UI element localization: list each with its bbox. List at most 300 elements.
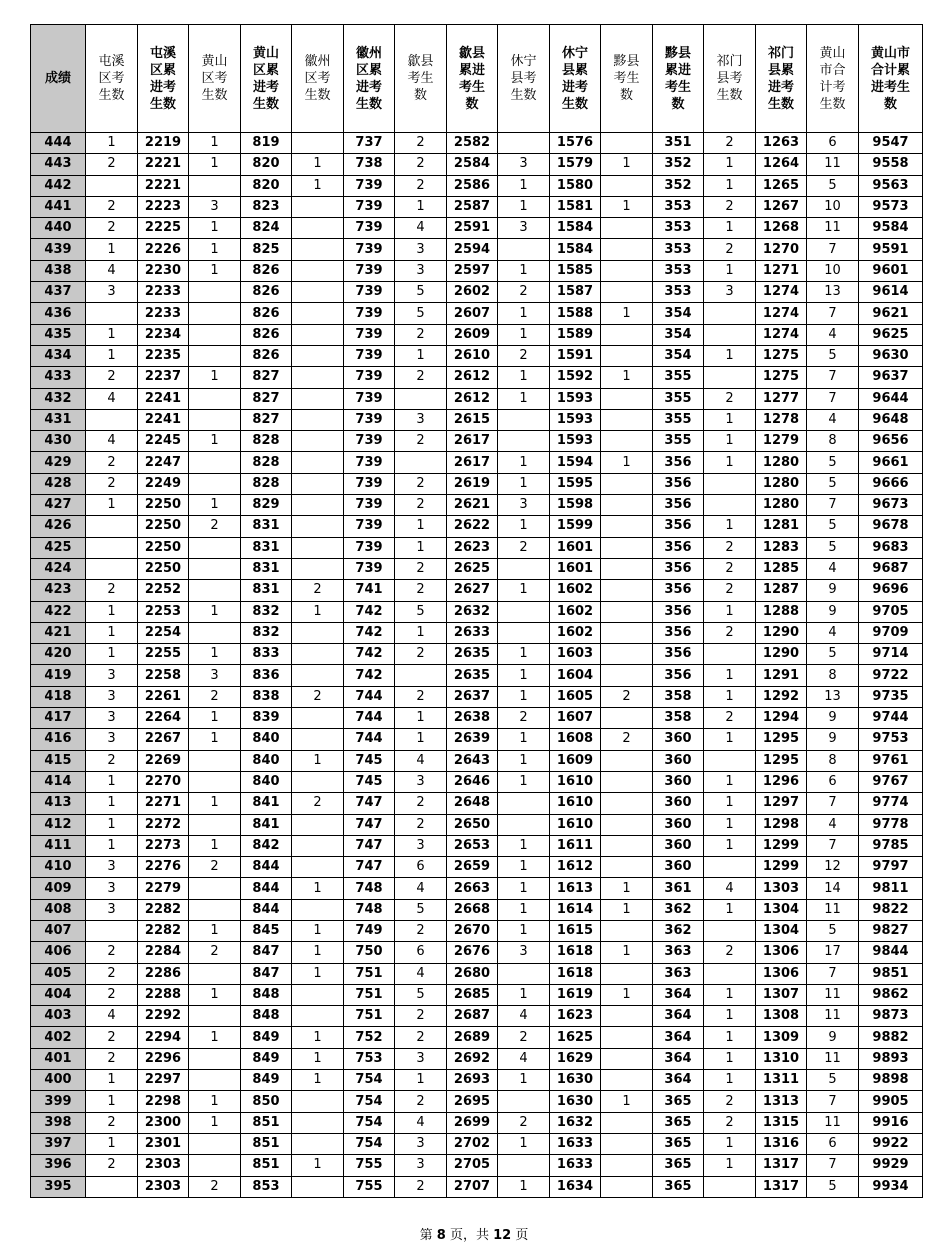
table-cell: 1: [86, 835, 138, 856]
score-cell: 407: [31, 920, 86, 941]
table-cell: 3: [498, 218, 550, 239]
table-cell: 1: [704, 154, 756, 175]
table-cell: [601, 622, 653, 643]
table-cell: 4: [395, 750, 447, 771]
table-cell: 9778: [859, 814, 923, 835]
table-cell: 738: [344, 154, 395, 175]
score-cell: 439: [31, 239, 86, 260]
table-cell: [601, 558, 653, 579]
table-cell: 1: [395, 729, 447, 750]
table-cell: [601, 963, 653, 984]
table-cell: 9722: [859, 665, 923, 686]
table-cell: 2: [704, 1091, 756, 1112]
table-cell: 826: [241, 345, 292, 366]
table-cell: 2247: [138, 452, 189, 473]
table-body: [31, 133, 923, 1198]
table-cell: 1615: [550, 920, 601, 941]
table-cell: 2633: [447, 622, 498, 643]
table-cell: 9673: [859, 495, 923, 516]
table-cell: 1294: [756, 708, 807, 729]
table-cell: 2241: [138, 388, 189, 409]
table-cell: 1: [395, 516, 447, 537]
table-cell: [189, 1155, 241, 1176]
table-cell: 1629: [550, 1048, 601, 1069]
table-cell: 1: [601, 367, 653, 388]
table-cell: 11: [807, 1006, 859, 1027]
table-cell: [498, 409, 550, 430]
table-cell: 1308: [756, 1006, 807, 1027]
table-cell: 2: [704, 558, 756, 579]
table-cell: 747: [344, 793, 395, 814]
table-cell: 355: [653, 409, 704, 430]
table-cell: 2237: [138, 367, 189, 388]
table-cell: 1: [704, 601, 756, 622]
table-cell: 1: [498, 1176, 550, 1197]
table-cell: [86, 558, 138, 579]
table-cell: 353: [653, 218, 704, 239]
table-cell: 1605: [550, 686, 601, 707]
table-cell: 3: [395, 771, 447, 792]
table-cell: 2298: [138, 1091, 189, 1112]
header-score: 成绩: [31, 25, 86, 133]
table-cell: 1: [189, 729, 241, 750]
table-cell: 2609: [447, 324, 498, 345]
table-cell: 9: [807, 601, 859, 622]
table-cell: [601, 282, 653, 303]
score-distribution-table: [30, 24, 923, 1198]
table-cell: 353: [653, 260, 704, 281]
table-cell: 1287: [756, 580, 807, 601]
table-cell: 4: [395, 218, 447, 239]
table-cell: 1: [189, 920, 241, 941]
score-cell: 399: [31, 1091, 86, 1112]
table-cell: [189, 558, 241, 579]
table-cell: [189, 1133, 241, 1154]
table-cell: 744: [344, 708, 395, 729]
table-cell: 1: [704, 452, 756, 473]
table-row: [31, 622, 923, 643]
table-cell: 2705: [447, 1155, 498, 1176]
table-cell: 1630: [550, 1091, 601, 1112]
table-cell: 2632: [447, 601, 498, 622]
table-cell: 2: [498, 537, 550, 558]
table-cell: 1: [292, 878, 344, 899]
table-cell: 2: [86, 750, 138, 771]
table-cell: 2225: [138, 218, 189, 239]
table-cell: 9558: [859, 154, 923, 175]
table-cell: 360: [653, 771, 704, 792]
table-cell: 2271: [138, 793, 189, 814]
table-cell: 848: [241, 984, 292, 1005]
table-cell: 1285: [756, 558, 807, 579]
table-cell: 2297: [138, 1070, 189, 1091]
table-cell: 742: [344, 644, 395, 665]
score-cell: 438: [31, 260, 86, 281]
column-header: 休宁县累进考生数: [550, 25, 601, 133]
table-cell: [395, 452, 447, 473]
table-cell: [704, 1176, 756, 1197]
table-cell: [292, 1176, 344, 1197]
table-cell: 1592: [550, 367, 601, 388]
table-cell: 1279: [756, 431, 807, 452]
table-cell: 2692: [447, 1048, 498, 1069]
table-cell: 2: [189, 686, 241, 707]
table-cell: 741: [344, 580, 395, 601]
table-cell: 5: [807, 1070, 859, 1091]
table-cell: 1316: [756, 1133, 807, 1154]
table-cell: 365: [653, 1176, 704, 1197]
table-cell: 1: [498, 920, 550, 941]
table-cell: 2687: [447, 1006, 498, 1027]
table-cell: 739: [344, 537, 395, 558]
table-cell: [498, 963, 550, 984]
score-cell: 443: [31, 154, 86, 175]
table-cell: 825: [241, 239, 292, 260]
score-cell: 424: [31, 558, 86, 579]
table-row: [31, 133, 923, 154]
table-cell: 1576: [550, 133, 601, 154]
table-row: [31, 686, 923, 707]
table-cell: 3: [86, 729, 138, 750]
table-cell: 13: [807, 686, 859, 707]
table-cell: 2: [292, 686, 344, 707]
table-cell: 1: [189, 793, 241, 814]
table-cell: 739: [344, 516, 395, 537]
table-cell: 4: [807, 409, 859, 430]
table-cell: 9844: [859, 942, 923, 963]
table-cell: 1: [704, 814, 756, 835]
table-cell: [601, 409, 653, 430]
table-cell: 1280: [756, 473, 807, 494]
table-cell: 1584: [550, 239, 601, 260]
table-cell: 360: [653, 729, 704, 750]
table-cell: 2668: [447, 899, 498, 920]
table-cell: 3: [395, 239, 447, 260]
table-cell: 1593: [550, 431, 601, 452]
table-cell: 1: [704, 729, 756, 750]
table-cell: [292, 622, 344, 643]
table-row: [31, 1112, 923, 1133]
table-cell: 4: [498, 1048, 550, 1069]
table-cell: 2241: [138, 409, 189, 430]
table-cell: 11: [807, 1112, 859, 1133]
table-cell: 9822: [859, 899, 923, 920]
table-cell: 1: [189, 708, 241, 729]
table-cell: 2: [395, 814, 447, 835]
footer-prefix: 第: [419, 1228, 433, 1243]
table-cell: 5: [807, 644, 859, 665]
table-cell: [601, 473, 653, 494]
table-row: [31, 984, 923, 1005]
table-cell: 2: [395, 495, 447, 516]
table-cell: 1618: [550, 963, 601, 984]
table-cell: 2607: [447, 303, 498, 324]
table-cell: 2653: [447, 835, 498, 856]
table-cell: [292, 473, 344, 494]
table-cell: 2301: [138, 1133, 189, 1154]
table-cell: 739: [344, 452, 395, 473]
table-cell: [189, 771, 241, 792]
table-cell: 739: [344, 473, 395, 494]
table-cell: [292, 133, 344, 154]
table-cell: 1: [704, 1006, 756, 1027]
table-cell: 2: [395, 1027, 447, 1048]
table-cell: 742: [344, 622, 395, 643]
table-cell: 354: [653, 324, 704, 345]
table-cell: 752: [344, 1027, 395, 1048]
table-cell: 2: [704, 133, 756, 154]
table-cell: 848: [241, 1006, 292, 1027]
table-cell: 820: [241, 175, 292, 196]
table-cell: 1623: [550, 1006, 601, 1027]
table-cell: 841: [241, 814, 292, 835]
table-row: [31, 1048, 923, 1069]
table-cell: 739: [344, 196, 395, 217]
table-cell: 351: [653, 133, 704, 154]
table-cell: 9: [807, 1027, 859, 1048]
score-cell: 398: [31, 1112, 86, 1133]
table-cell: 2: [601, 729, 653, 750]
table-cell: 1288: [756, 601, 807, 622]
table-cell: 9774: [859, 793, 923, 814]
column-header: 休宁县考生数: [498, 25, 550, 133]
score-cell: 431: [31, 409, 86, 430]
table-cell: 2: [189, 857, 241, 878]
table-cell: [704, 473, 756, 494]
table-cell: 2282: [138, 899, 189, 920]
table-cell: 2276: [138, 857, 189, 878]
table-cell: 1303: [756, 878, 807, 899]
table-row: [31, 750, 923, 771]
table-cell: 826: [241, 324, 292, 345]
table-cell: 747: [344, 814, 395, 835]
table-cell: 1: [86, 601, 138, 622]
table-cell: [601, 601, 653, 622]
table-cell: 1: [189, 495, 241, 516]
table-cell: 826: [241, 260, 292, 281]
table-cell: [292, 324, 344, 345]
table-cell: 12: [807, 857, 859, 878]
table-cell: 2: [395, 367, 447, 388]
table-cell: 2587: [447, 196, 498, 217]
table-cell: [704, 750, 756, 771]
table-cell: 9678: [859, 516, 923, 537]
table-cell: [292, 1006, 344, 1027]
table-cell: 2: [395, 175, 447, 196]
table-cell: 1598: [550, 495, 601, 516]
table-cell: 827: [241, 367, 292, 388]
table-cell: 2: [86, 154, 138, 175]
table-cell: 1315: [756, 1112, 807, 1133]
table-cell: 739: [344, 431, 395, 452]
table-cell: 2250: [138, 495, 189, 516]
table-cell: 358: [653, 686, 704, 707]
table-cell: 1: [704, 260, 756, 281]
table-cell: 2: [704, 1112, 756, 1133]
table-cell: 2615: [447, 409, 498, 430]
table-cell: 4: [395, 1112, 447, 1133]
table-cell: 1: [704, 1048, 756, 1069]
table-cell: 2: [704, 580, 756, 601]
table-cell: [601, 580, 653, 601]
table-cell: 2: [395, 686, 447, 707]
table-cell: 9573: [859, 196, 923, 217]
table-cell: 3: [704, 282, 756, 303]
table-cell: 2273: [138, 835, 189, 856]
table-cell: 1: [601, 154, 653, 175]
score-cell: 415: [31, 750, 86, 771]
table-cell: 850: [241, 1091, 292, 1112]
table-cell: 844: [241, 857, 292, 878]
table-cell: 2702: [447, 1133, 498, 1154]
table-cell: [189, 1070, 241, 1091]
column-header: 黄山市合计考生数: [807, 25, 859, 133]
table-cell: 356: [653, 452, 704, 473]
table-cell: 2249: [138, 473, 189, 494]
table-cell: 2582: [447, 133, 498, 154]
column-header: 屯溪区累进考生数: [138, 25, 189, 133]
table-cell: 748: [344, 899, 395, 920]
table-cell: 1: [498, 516, 550, 537]
table-cell: 1: [704, 1133, 756, 1154]
table-cell: 356: [653, 601, 704, 622]
table-cell: [86, 1176, 138, 1197]
table-cell: [601, 1027, 653, 1048]
table-cell: 9630: [859, 345, 923, 366]
table-cell: [86, 409, 138, 430]
table-cell: [601, 793, 653, 814]
table-cell: [292, 644, 344, 665]
table-cell: 4: [807, 558, 859, 579]
score-cell: 427: [31, 495, 86, 516]
table-cell: 1: [498, 175, 550, 196]
table-cell: 2: [704, 942, 756, 963]
table-cell: 2: [498, 1112, 550, 1133]
table-cell: 1280: [756, 452, 807, 473]
table-cell: [86, 303, 138, 324]
table-cell: 9696: [859, 580, 923, 601]
table-row: [31, 409, 923, 430]
table-cell: 2676: [447, 942, 498, 963]
table-cell: 1: [601, 303, 653, 324]
table-cell: 356: [653, 665, 704, 686]
table-cell: 1: [704, 175, 756, 196]
table-cell: 356: [653, 537, 704, 558]
table-cell: 5: [807, 452, 859, 473]
score-cell: 416: [31, 729, 86, 750]
table-cell: 2: [86, 984, 138, 1005]
table-cell: 1: [86, 814, 138, 835]
table-cell: 364: [653, 984, 704, 1005]
table-cell: [601, 644, 653, 665]
table-cell: 363: [653, 963, 704, 984]
table-cell: [601, 495, 653, 516]
table-cell: 2689: [447, 1027, 498, 1048]
table-cell: 1265: [756, 175, 807, 196]
table-cell: 1264: [756, 154, 807, 175]
table-cell: 2303: [138, 1176, 189, 1197]
table-cell: 1618: [550, 942, 601, 963]
table-cell: 847: [241, 963, 292, 984]
table-cell: 353: [653, 282, 704, 303]
table-cell: 9666: [859, 473, 923, 494]
table-cell: 5: [395, 601, 447, 622]
table-cell: 1: [189, 835, 241, 856]
table-cell: 1: [704, 1027, 756, 1048]
table-row: [31, 1176, 923, 1197]
table-cell: 1: [498, 665, 550, 686]
table-cell: 365: [653, 1091, 704, 1112]
table-cell: [86, 516, 138, 537]
table-cell: 355: [653, 431, 704, 452]
table-cell: 1: [292, 175, 344, 196]
table-cell: 1274: [756, 303, 807, 324]
table-cell: [189, 814, 241, 835]
table-cell: 819: [241, 133, 292, 154]
table-cell: 360: [653, 750, 704, 771]
table-cell: 1599: [550, 516, 601, 537]
table-cell: [498, 558, 550, 579]
table-cell: [292, 409, 344, 430]
table-cell: 1: [498, 729, 550, 750]
table-cell: 8: [807, 665, 859, 686]
table-cell: 1632: [550, 1112, 601, 1133]
table-cell: 3: [498, 154, 550, 175]
table-cell: 6: [807, 771, 859, 792]
table-cell: 1: [395, 537, 447, 558]
table-cell: 9687: [859, 558, 923, 579]
table-cell: 739: [344, 239, 395, 260]
table-cell: [601, 324, 653, 345]
score-cell: 426: [31, 516, 86, 537]
table-cell: 1: [86, 345, 138, 366]
table-cell: 14: [807, 878, 859, 899]
table-cell: 1: [189, 367, 241, 388]
table-cell: 13: [807, 282, 859, 303]
table-cell: 2250: [138, 516, 189, 537]
table-cell: 1263: [756, 133, 807, 154]
table-cell: 1: [189, 1027, 241, 1048]
table-cell: [189, 175, 241, 196]
table-cell: 3: [395, 1133, 447, 1154]
column-header: 歙县累进考生数: [447, 25, 498, 133]
score-cell: 422: [31, 601, 86, 622]
table-cell: 2: [86, 1155, 138, 1176]
table-cell: [601, 814, 653, 835]
table-cell: 742: [344, 665, 395, 686]
table-cell: 9761: [859, 750, 923, 771]
table-cell: 365: [653, 1155, 704, 1176]
score-cell: 430: [31, 431, 86, 452]
column-header: 黄山区考生数: [189, 25, 241, 133]
table-cell: 9656: [859, 431, 923, 452]
table-cell: [601, 388, 653, 409]
table-cell: [189, 409, 241, 430]
table-cell: 9625: [859, 324, 923, 345]
table-cell: 2: [395, 1176, 447, 1197]
table-row: [31, 1006, 923, 1027]
table-cell: 2617: [447, 431, 498, 452]
table-cell: 1611: [550, 835, 601, 856]
table-cell: 2625: [447, 558, 498, 579]
table-cell: [601, 431, 653, 452]
table-cell: 9827: [859, 920, 923, 941]
table-cell: 2253: [138, 601, 189, 622]
table-cell: [292, 196, 344, 217]
table-cell: 3: [86, 708, 138, 729]
table-cell: 1: [601, 942, 653, 963]
table-cell: 853: [241, 1176, 292, 1197]
